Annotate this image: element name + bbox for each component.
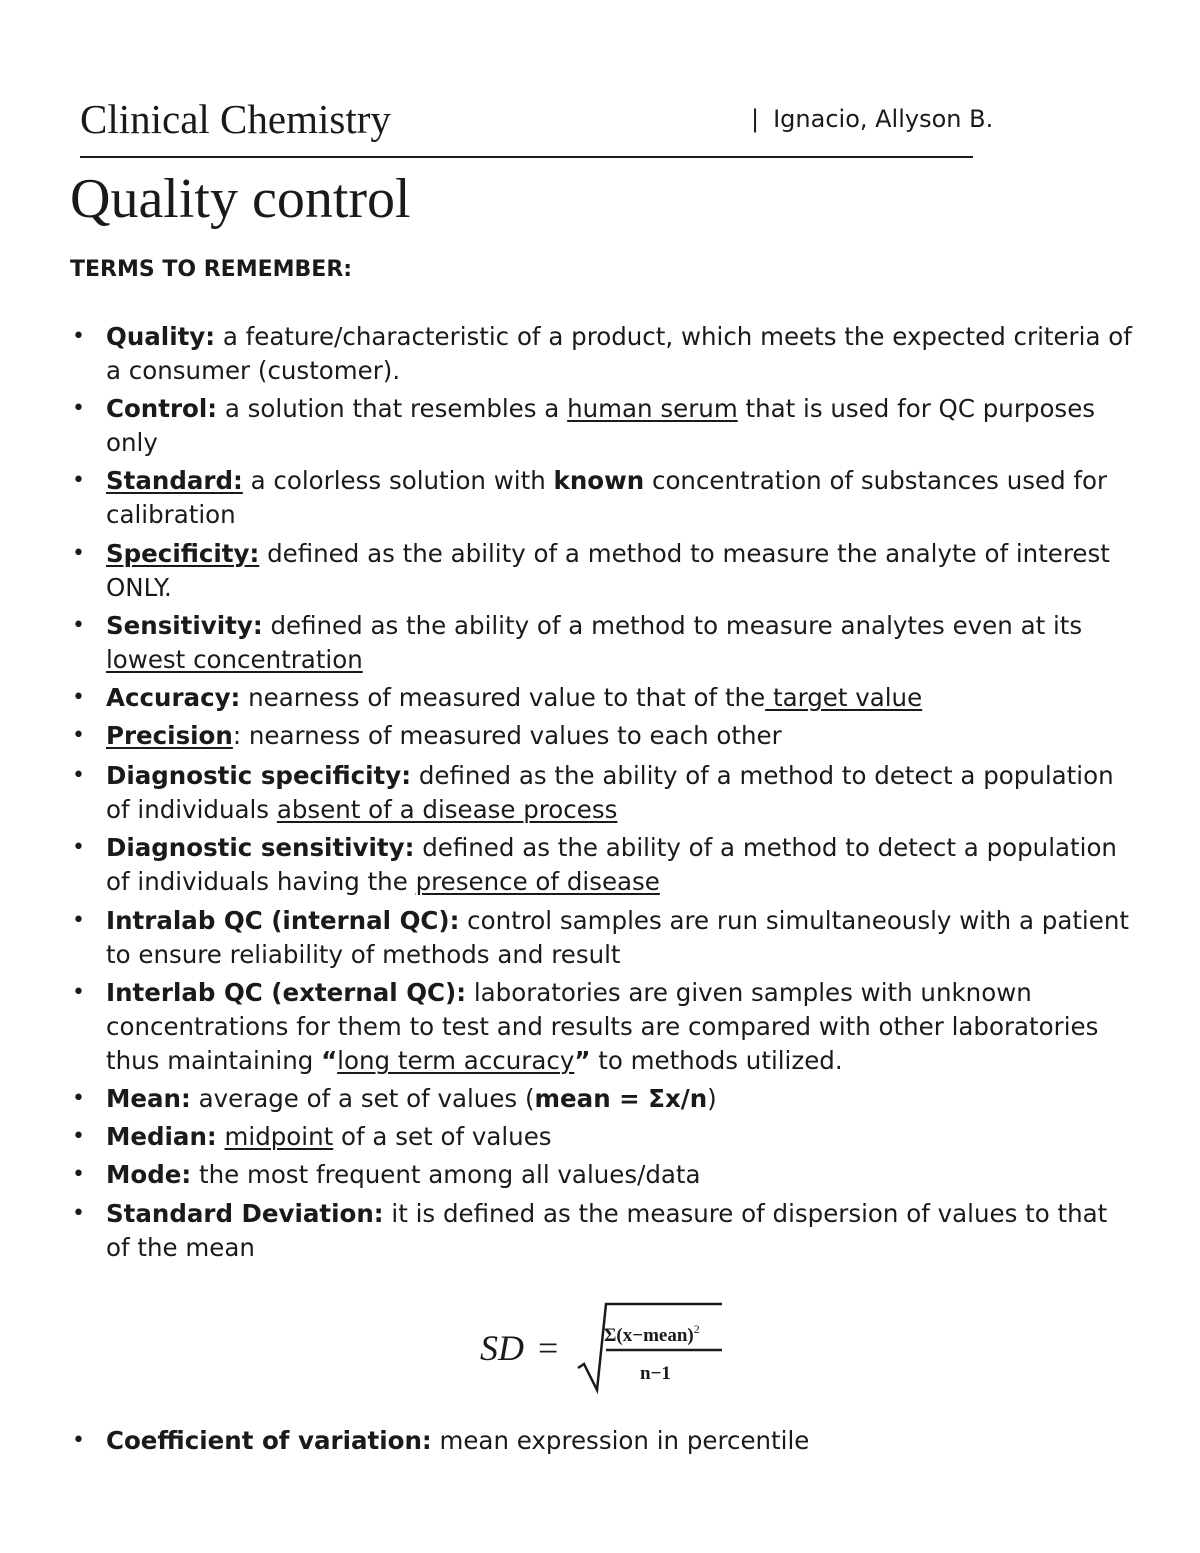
term-label: Median: — [106, 1122, 217, 1151]
term-accuracy — [106, 681, 1136, 715]
term-mean — [106, 1082, 1136, 1116]
term-label: Sensitivity: — [106, 611, 263, 640]
header-separator: | — [751, 105, 760, 133]
term-label: Accuracy: — [106, 683, 241, 712]
term-definition: nearness of measured value to that of the — [240, 683, 766, 712]
term-definition — [217, 1122, 225, 1151]
underlined-phrase: absent of a disease process — [276, 795, 618, 824]
underlined-phrase: target value — [765, 683, 923, 712]
term-definition: defined as the ability of a method to detect a population of individuals having the — [106, 833, 1117, 896]
term-definition-cont: of a set of values — [333, 1122, 552, 1151]
term-definition: defined as the ability of a method to measure the analyte of interest ONLY. — [106, 539, 1110, 602]
term-definition-cont: concentration of substances used for calibration — [106, 466, 1108, 529]
formula-equals: = — [538, 1328, 559, 1368]
section-heading: TERMS TO REMEMBER: — [70, 257, 353, 282]
term-interlab-qc — [106, 976, 1136, 1078]
term-definition: laboratories are given samples with unknown concentrations for them to test and results are compared with other laboratories thus maintaining — [106, 978, 1099, 1075]
emphasis: known — [553, 466, 645, 495]
close-quote: ” — [574, 1046, 591, 1075]
term-definition: a colorless solution with — [242, 466, 554, 495]
underlined-phrase: presence of disease — [415, 867, 660, 896]
underlined-phrase: human serum — [567, 394, 738, 423]
term-definition: the most frequent among all values/data — [191, 1160, 701, 1189]
term-label: Control: — [106, 394, 218, 423]
sd-formula — [480, 1298, 740, 1398]
formula-lhs: SD — [480, 1328, 524, 1368]
author-name: Ignacio, Allyson B. — [773, 105, 994, 133]
underlined-phrase: midpoint — [224, 1122, 334, 1151]
term-definition: : nearness of measured values to each other — [232, 721, 782, 750]
term-quality — [106, 320, 1136, 388]
term-standard-deviation — [106, 1197, 1136, 1265]
term-definition: defined as the ability of a method to measure analytes even at its — [262, 611, 1083, 640]
term-standard — [106, 464, 1136, 532]
term-median — [106, 1120, 1136, 1154]
term-label: Intralab QC (internal QC): — [106, 906, 460, 935]
term-intralab-qc — [106, 904, 1136, 972]
numerator-text: Σ(x−mean) — [604, 1325, 694, 1346]
term-control — [106, 392, 1136, 460]
underlined-phrase: long term accuracy — [337, 1046, 575, 1075]
underlined-phrase: lowest concentration — [106, 645, 363, 674]
numerator-exponent: 2 — [693, 1322, 700, 1336]
term-diagnostic-sensitivity — [106, 831, 1136, 899]
term-label: Specificity: — [106, 539, 260, 568]
term-label: Mean: — [106, 1084, 191, 1113]
page-title: Quality control — [70, 168, 411, 230]
term-label: Interlab QC (external QC): — [106, 978, 467, 1007]
term-definition-cont: to methods utilized. — [590, 1046, 843, 1075]
term-definition: it is defined as the measure of dispersion of values to that of the mean — [106, 1199, 1108, 1262]
term-label: Coefficient of variation: — [106, 1426, 432, 1455]
term-label: Diagnostic specificity: — [106, 761, 412, 790]
term-definition: defined as the ability of a method to detect a population of individuals — [106, 761, 1114, 824]
formula-numerator — [604, 1316, 700, 1349]
term-definition: a feature/characteristic of a product, which meets the expected criteria of a consumer (customer). — [106, 322, 1132, 385]
term-label: Standard Deviation: — [106, 1199, 384, 1228]
term-diagnostic-specificity — [106, 759, 1136, 827]
term-definition: average of a set of values ( — [190, 1084, 535, 1113]
term-definition: mean expression in percentile — [431, 1426, 810, 1455]
term-definition: a solution that resembles a — [217, 394, 568, 423]
term-coefficient-of-variation — [106, 1424, 1136, 1458]
term-label: Quality: — [106, 322, 216, 351]
term-label: Diagnostic sensitivity: — [106, 833, 415, 862]
term-definition-cont: that is used for QC purposes only — [106, 394, 1096, 457]
mean-formula: mean = Σx/n — [534, 1084, 708, 1113]
course-title: Clinical Chemistry — [80, 96, 391, 142]
open-quote: “ — [321, 1046, 338, 1075]
term-definition-cont: ) — [707, 1084, 717, 1113]
term-precision — [106, 719, 1136, 753]
term-mode — [106, 1158, 1136, 1192]
formula-denominator: n−1 — [640, 1363, 671, 1384]
term-specificity — [106, 537, 1136, 605]
term-label: Precision — [106, 721, 233, 750]
term-label: Mode: — [106, 1160, 192, 1189]
term-sensitivity — [106, 609, 1136, 677]
term-definition: control samples are run simultaneously with a patient to ensure reliability of methods and result — [106, 906, 1129, 969]
term-label: Standard: — [106, 466, 243, 495]
